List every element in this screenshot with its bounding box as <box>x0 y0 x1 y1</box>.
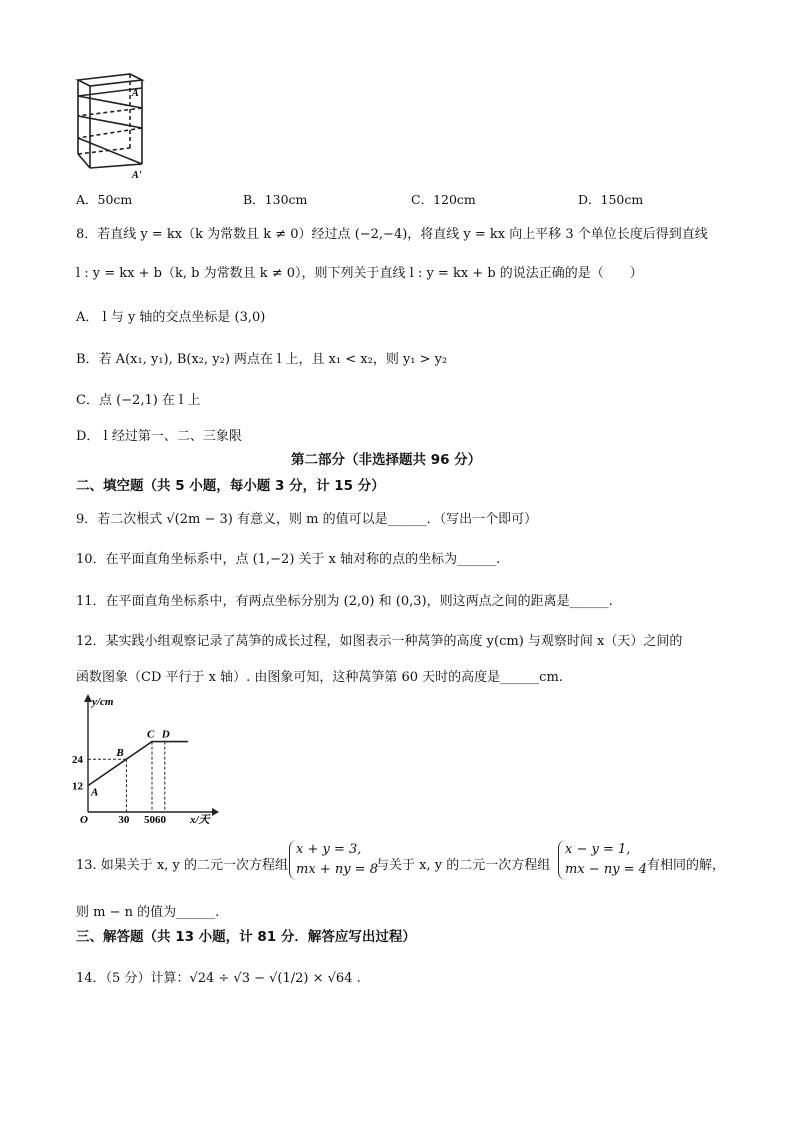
point-label-a: A <box>132 88 139 99</box>
section3-title: 三、解答题（共 13 小题，计 81 分．解答应写出过程） <box>76 929 416 945</box>
x-axis-label: x/天 <box>190 814 210 826</box>
q10-text: 10．在平面直角坐标系中，点 (1,−2) 关于 x 轴对称的点的坐标为______. <box>76 552 501 567</box>
q13-line2: 则 m − n 的值为______. <box>76 905 220 920</box>
q7-choice-a[interactable]: A．50cm <box>76 192 133 207</box>
q11-text: 11．在平面直角坐标系中，有两点坐标分别为 (2,0) 和 (0,3)，则这两点之间的距离是______. <box>76 594 613 609</box>
y-axis-arrow <box>84 694 92 702</box>
origin-label: O <box>80 814 88 826</box>
point-label-d: D <box>161 728 170 741</box>
q13-system2-eq1: x − y = 1, <box>565 842 631 857</box>
y-tick-24: 24 <box>72 754 83 767</box>
q13-suffix: 有相同的解， <box>647 858 726 873</box>
q13-system1-eq2: mx + ny = 8 <box>296 862 378 877</box>
q8-option-c[interactable]: C．点 (−2,1) 在 l 上 <box>76 393 201 408</box>
x-tick-30: 30 <box>118 814 130 826</box>
q9-text: 9．若二次根式 √(2m − 3) 有意义，则 m 的值可以是______．（写出一个即可） <box>76 512 538 527</box>
q13-prefix: 13. 如果关于 x, y 的二元一次方程组 <box>76 858 289 873</box>
q12-text-line2: 函数图象（CD 平行于 x 轴）. 由图象可知，这种莴笋第 60 天时的高度是______cm. <box>76 670 563 685</box>
section2-title: 二、填空题（共 5 小题，每小题 3 分，计 15 分） <box>76 478 385 494</box>
q8-stem-line1: 8．若直线 y = kx（k 为常数且 k ≠ 0）经过点 (−2,−4)，将直线 y = kx 向上平移 3 个单位长度后得到直线 <box>76 227 708 242</box>
growth-chart <box>70 692 220 827</box>
q13-system1 <box>289 840 378 880</box>
q7-choice-b[interactable]: B．130cm <box>243 192 308 207</box>
y-axis-label: y/cm <box>92 696 114 708</box>
q13-system2 <box>558 840 647 880</box>
q13-middle: 与关于 x, y 的二元一次方程组 <box>376 858 551 873</box>
part2-title: 第二部分（非选择题共 96 分） <box>291 452 482 468</box>
x-tick-5060: 5060 <box>144 814 166 826</box>
q7-choice-c[interactable]: C．120cm <box>411 192 476 207</box>
point-label-a: A <box>91 786 99 799</box>
y-tick-12: 12 <box>72 780 83 793</box>
q13-system1-eq1: x + y = 3, <box>296 842 362 857</box>
point-label-b: B <box>116 747 124 760</box>
x-axis-arrow <box>212 808 219 816</box>
q7-choice-d[interactable]: D．150cm <box>578 192 644 207</box>
point-label-a-prime: A' <box>132 170 142 181</box>
point-label-c: C <box>147 728 155 741</box>
q8-stem-line2: l : y = kx + b（k, b 为常数且 k ≠ 0），则下列关于直线 l : y = kx + b 的说法正确的是（ ） <box>76 266 643 281</box>
q8-option-d[interactable]: D． l 经过第一、二、三象限 <box>76 429 242 444</box>
q8-option-b[interactable]: B．若 A(x₁, y₁), B(x₂, y₂) 两点在 l 上，且 x₁ < x₂，则 y₁ > y₂ <box>76 352 448 367</box>
q14-text: 14．（5 分）计算：√24 ÷ √3 − √(1/2) × √64 . <box>76 971 361 986</box>
q12-text-line1: 12．某实践小组观察记录了莴笋的成长过程，如图表示一种莴笋的高度 y(cm) 与观察时间 x（天）之间的 <box>76 634 683 649</box>
q13-system2-eq2: mx − ny = 4 <box>565 862 647 877</box>
q8-option-a[interactable]: A． l 与 y 轴的交点坐标是 (3,0) <box>76 310 266 325</box>
growth-line <box>88 742 188 786</box>
prism-figure <box>70 68 150 183</box>
